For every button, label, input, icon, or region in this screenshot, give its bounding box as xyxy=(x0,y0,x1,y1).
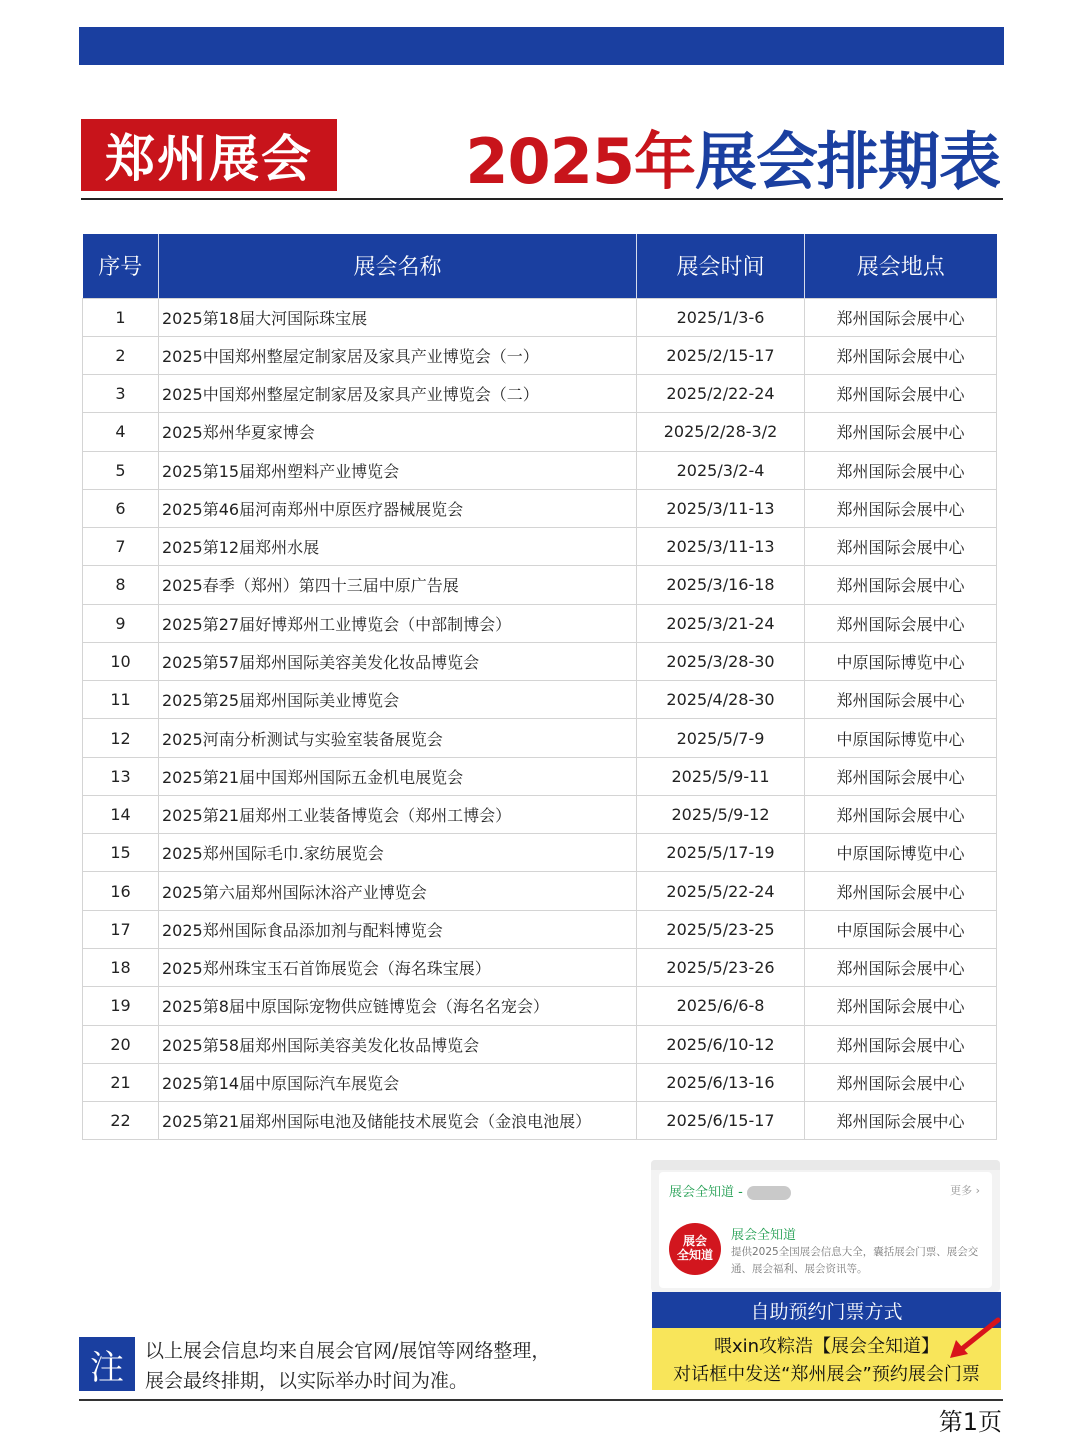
exhibition-venue: 中原国际博览中心 xyxy=(805,834,997,872)
row-number: 5 xyxy=(83,451,159,489)
exhibition-name: 2025郑州国际毛巾.家纺展览会 xyxy=(159,834,637,872)
note-label: 注 xyxy=(79,1337,135,1391)
exhibition-name: 2025第15届郑州塑料产业博览会 xyxy=(159,451,637,489)
exhibition-date: 2025/5/23-25 xyxy=(637,910,805,948)
table-row xyxy=(83,1063,997,1101)
exhibition-venue: 郑州国际会展中心 xyxy=(805,528,997,566)
table-body xyxy=(83,298,997,1140)
exhibition-name: 2025第21届郑州国际电池及储能技术展览会（金浪电池展） xyxy=(159,1102,637,1140)
exhibition-name: 2025第21届中国郑州国际五金机电展览会 xyxy=(159,757,637,795)
page-number: 第1页 xyxy=(938,1408,1002,1436)
exhibition-schedule-table xyxy=(82,234,997,1140)
account-description: 提供2025全国展会信息大全，囊括展会门票、展会交通、展会福利、展会资讯等。 xyxy=(731,1246,979,1276)
footer-divider xyxy=(79,1399,1003,1401)
card-top-strip xyxy=(651,1160,1000,1170)
logo-text-line2: 全知道 xyxy=(676,1248,713,1262)
exhibition-venue: 郑州国际会展中心 xyxy=(805,375,997,413)
blurred-name xyxy=(747,1186,791,1200)
row-number: 10 xyxy=(83,642,159,680)
column-header-venue: 展会地点 xyxy=(805,234,997,298)
row-number: 14 xyxy=(83,795,159,833)
row-number: 17 xyxy=(83,910,159,948)
table-row xyxy=(83,1102,997,1140)
exhibition-date: 2025/6/10-12 xyxy=(637,1025,805,1063)
row-number: 12 xyxy=(83,719,159,757)
row-number: 9 xyxy=(83,604,159,642)
table-row xyxy=(83,566,997,604)
exhibition-name: 2025第46届河南郑州中原医疗器械展览会 xyxy=(159,489,637,527)
exhibition-name: 2025第8届中原国际宠物供应链博览会（海名名宠会） xyxy=(159,987,637,1025)
exhibition-venue: 郑州国际会展中心 xyxy=(805,336,997,374)
exhibition-date: 2025/5/7-9 xyxy=(637,719,805,757)
row-number: 6 xyxy=(83,489,159,527)
exhibition-date: 2025/5/23-26 xyxy=(637,949,805,987)
table-row xyxy=(83,795,997,833)
booking-line-2: 对话框中发送“郑州展会”预约展会门票 xyxy=(673,1364,980,1385)
exhibition-name: 2025第六届郑州国际沐浴产业博览会 xyxy=(159,872,637,910)
exhibition-name: 2025郑州国际食品添加剂与配料博览会 xyxy=(159,910,637,948)
table-row xyxy=(83,604,997,642)
table-header-row xyxy=(83,234,997,298)
row-number: 11 xyxy=(83,681,159,719)
table-row xyxy=(83,1025,997,1063)
exhibition-name: 2025郑州华夏家博会 xyxy=(159,413,637,451)
table-row xyxy=(83,375,997,413)
table-row xyxy=(83,489,997,527)
table-row xyxy=(83,642,997,680)
exhibition-date: 2025/5/22-24 xyxy=(637,872,805,910)
booking-title: 自助预约门票方式 xyxy=(652,1292,1001,1328)
exhibition-name: 2025第18届大河国际珠宝展 xyxy=(159,298,637,336)
table-row xyxy=(83,528,997,566)
exhibition-venue: 郑州国际会展中心 xyxy=(805,872,997,910)
card-header xyxy=(669,1181,791,1200)
table-row xyxy=(83,719,997,757)
exhibition-date: 2025/3/11-13 xyxy=(637,489,805,527)
exhibition-date: 2025/6/13-16 xyxy=(637,1063,805,1101)
table-row xyxy=(83,834,997,872)
exhibition-venue: 中原国际博览中心 xyxy=(805,642,997,680)
exhibition-date: 2025/3/28-30 xyxy=(637,642,805,680)
note-line-1: 以上展会信息均来自展会官网/展馆等网络整理， xyxy=(145,1340,551,1362)
wechat-account-card[interactable] xyxy=(651,1160,1000,1292)
exhibition-venue: 郑州国际会展中心 xyxy=(805,757,997,795)
column-header-date: 展会时间 xyxy=(637,234,805,298)
booking-line-1: 喂xin攻粽浩【展会全知道】 xyxy=(713,1336,940,1357)
table-row xyxy=(83,987,997,1025)
page-title xyxy=(465,118,1000,198)
table-row xyxy=(83,949,997,987)
exhibition-date: 2025/3/21-24 xyxy=(637,604,805,642)
exhibition-name: 2025第12届郑州水展 xyxy=(159,528,637,566)
exhibition-venue: 郑州国际会展中心 xyxy=(805,298,997,336)
exhibition-name: 2025郑州珠宝玉石首饰展览会（海名珠宝展） xyxy=(159,949,637,987)
exhibition-name: 2025春季（郑州）第四十三届中原广告展 xyxy=(159,566,637,604)
row-number: 13 xyxy=(83,757,159,795)
title-divider xyxy=(81,198,1003,200)
table-row xyxy=(83,298,997,336)
exhibition-date: 2025/3/16-18 xyxy=(637,566,805,604)
exhibition-venue: 郑州国际会展中心 xyxy=(805,604,997,642)
column-header-no: 序号 xyxy=(83,234,159,298)
exhibition-name: 2025中国郑州整屋定制家居及家具产业博览会（二） xyxy=(159,375,637,413)
row-number: 2 xyxy=(83,336,159,374)
row-number: 1 xyxy=(83,298,159,336)
row-number: 16 xyxy=(83,872,159,910)
exhibition-date: 2025/3/11-13 xyxy=(637,528,805,566)
exhibition-date: 2025/3/2-4 xyxy=(637,451,805,489)
title-text: 展会排期表 xyxy=(694,124,1000,198)
exhibition-date: 2025/1/3-6 xyxy=(637,298,805,336)
row-number: 15 xyxy=(83,834,159,872)
card-content xyxy=(659,1172,992,1288)
exhibition-date: 2025/5/9-12 xyxy=(637,795,805,833)
exhibition-venue: 郑州国际会展中心 xyxy=(805,949,997,987)
exhibition-venue: 郑州国际会展中心 xyxy=(805,566,997,604)
exhibition-venue: 郑州国际会展中心 xyxy=(805,1025,997,1063)
account-name[interactable]: 展会全知道 xyxy=(731,1228,797,1243)
exhibition-name: 2025第57届郑州国际美容美发化妆品博览会 xyxy=(159,642,637,680)
exhibition-date: 2025/5/17-19 xyxy=(637,834,805,872)
exhibition-name: 2025河南分析测试与实验室装备展览会 xyxy=(159,719,637,757)
table-row xyxy=(83,681,997,719)
note-text xyxy=(145,1336,550,1396)
card-header-text: 展会全知道 - xyxy=(669,1185,743,1200)
exhibition-date: 2025/4/28-30 xyxy=(637,681,805,719)
exhibition-venue: 郑州国际会展中心 xyxy=(805,413,997,451)
exhibition-date: 2025/2/28-3/2 xyxy=(637,413,805,451)
account-logo xyxy=(669,1223,721,1275)
row-number: 18 xyxy=(83,949,159,987)
exhibition-name: 2025第27届好博郑州工业博览会（中部制博会） xyxy=(159,604,637,642)
exhibition-venue: 郑州国际会展中心 xyxy=(805,1102,997,1140)
table-row xyxy=(83,336,997,374)
top-banner-bar xyxy=(79,27,1004,65)
row-number: 8 xyxy=(83,566,159,604)
row-number: 7 xyxy=(83,528,159,566)
exhibition-name: 2025第58届郑州国际美容美发化妆品博览会 xyxy=(159,1025,637,1063)
city-badge: 郑州展会 xyxy=(81,119,337,191)
exhibition-date: 2025/2/22-24 xyxy=(637,375,805,413)
red-arrow-icon xyxy=(944,1316,1002,1362)
row-number: 21 xyxy=(83,1063,159,1101)
exhibition-name: 2025第25届郑州国际美业博览会 xyxy=(159,681,637,719)
table-row xyxy=(83,757,997,795)
table-row xyxy=(83,413,997,451)
column-header-name: 展会名称 xyxy=(159,234,637,298)
exhibition-venue: 郑州国际会展中心 xyxy=(805,489,997,527)
row-number: 19 xyxy=(83,987,159,1025)
exhibition-venue: 中原国际博览中心 xyxy=(805,719,997,757)
logo-text-line1: 展会 xyxy=(682,1234,707,1249)
exhibition-name: 2025中国郑州整屋定制家居及家具产业博览会（一） xyxy=(159,336,637,374)
table-row xyxy=(83,451,997,489)
row-number: 22 xyxy=(83,1102,159,1140)
exhibition-venue: 郑州国际会展中心 xyxy=(805,451,997,489)
exhibition-venue: 郑州国际会展中心 xyxy=(805,681,997,719)
more-link[interactable]: 更多 › xyxy=(950,1184,980,1197)
exhibition-date: 2025/6/15-17 xyxy=(637,1102,805,1140)
exhibition-venue: 中原国际会展中心 xyxy=(805,910,997,948)
exhibition-date: 2025/6/6-8 xyxy=(637,987,805,1025)
row-number: 4 xyxy=(83,413,159,451)
exhibition-date: 2025/2/15-17 xyxy=(637,336,805,374)
title-year: 2025年 xyxy=(465,124,695,198)
table-row xyxy=(83,910,997,948)
exhibition-venue: 郑州国际会展中心 xyxy=(805,1063,997,1101)
row-number: 20 xyxy=(83,1025,159,1063)
exhibition-name: 2025第14届中原国际汽车展览会 xyxy=(159,1063,637,1101)
exhibition-venue: 郑州国际会展中心 xyxy=(805,987,997,1025)
row-number: 3 xyxy=(83,375,159,413)
note-line-2: 展会最终排期，以实际举办时间为准。 xyxy=(145,1370,469,1392)
table-row xyxy=(83,872,997,910)
exhibition-venue: 郑州国际会展中心 xyxy=(805,795,997,833)
exhibition-date: 2025/5/9-11 xyxy=(637,757,805,795)
exhibition-name: 2025第21届郑州工业装备博览会（郑州工博会） xyxy=(159,795,637,833)
